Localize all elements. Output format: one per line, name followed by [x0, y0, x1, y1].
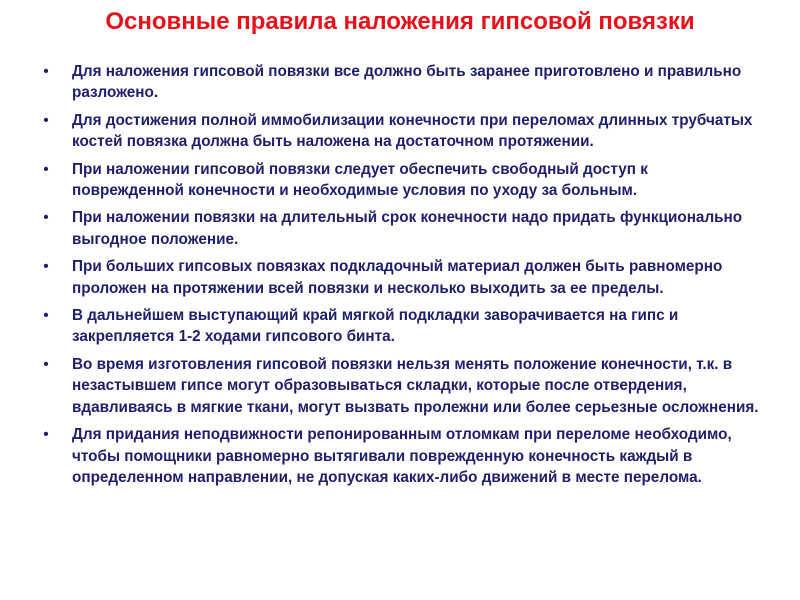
bullet-list — [40, 61, 760, 494]
bullet-dot-icon: • — [43, 160, 49, 178]
bullet-item — [40, 110, 760, 153]
bullet-item — [40, 424, 760, 488]
bullet-text: Во время изготовления гипсовой повязки нельзя менять положение конечности, т.к. в незастывшем гипсе могут образовываться складки, которые после отвердения, вдавливаясь в мягкие ткани, могут вызвать пролежни или более серьезные осложнения. — [72, 355, 759, 416]
bullet-dot-icon: • — [43, 426, 49, 444]
bullet-text: При больших гипсовых повязках подкладочный материал должен быть равномерно проложен на протяжении всей повязки и несколько выходить за ее пределы. — [72, 258, 723, 297]
bullet-text: При наложении гипсовой повязки следует обеспечить свободный доступ к поврежденной конечности и необходимые условия по уходу за больным. — [72, 160, 648, 200]
bullet-text: Для достижения полной иммобилизации конечности при переломах длинных трубчатых костей повязка должна быть наложена на достаточном протяжении. — [72, 111, 753, 151]
bullet-text: Для наложения гипсовой повязки все должно быть заранее приготовлено и правильно разложено. — [72, 63, 742, 102]
bullet-text: Для придания неподвижности репонированным отломкам при переломе необходимо, чтобы помощники равномерно вытягивали поврежденную конечность каждый в определенном направлении, не допуская каких-либо движений в месте перелома. — [72, 426, 732, 486]
bullet-dot-icon: • — [43, 307, 49, 325]
bullet-text: При наложении повязки на длительный срок конечности надо придать функционально выгодное положение. — [72, 209, 743, 248]
bullet-dot-icon: • — [43, 63, 49, 80]
bullet-text: В дальнейшем выступающий край мягкой подкладки заворачивается на гипс и закрепляется 1-2 ходами гипсового бинта. — [72, 307, 679, 346]
bullet-dot-icon: • — [43, 209, 49, 227]
bullet-item — [40, 61, 760, 104]
bullet-item — [40, 159, 760, 202]
bullet-dot-icon: • — [43, 111, 49, 129]
slide-title: Основные правила наложения гипсовой повязки — [105, 8, 695, 35]
bullet-item — [40, 256, 760, 299]
bullet-dot-icon: • — [43, 355, 49, 373]
bullet-item — [40, 305, 760, 348]
bullet-item — [40, 354, 760, 418]
bullet-dot-icon: • — [43, 258, 49, 276]
bullet-item — [40, 207, 760, 250]
